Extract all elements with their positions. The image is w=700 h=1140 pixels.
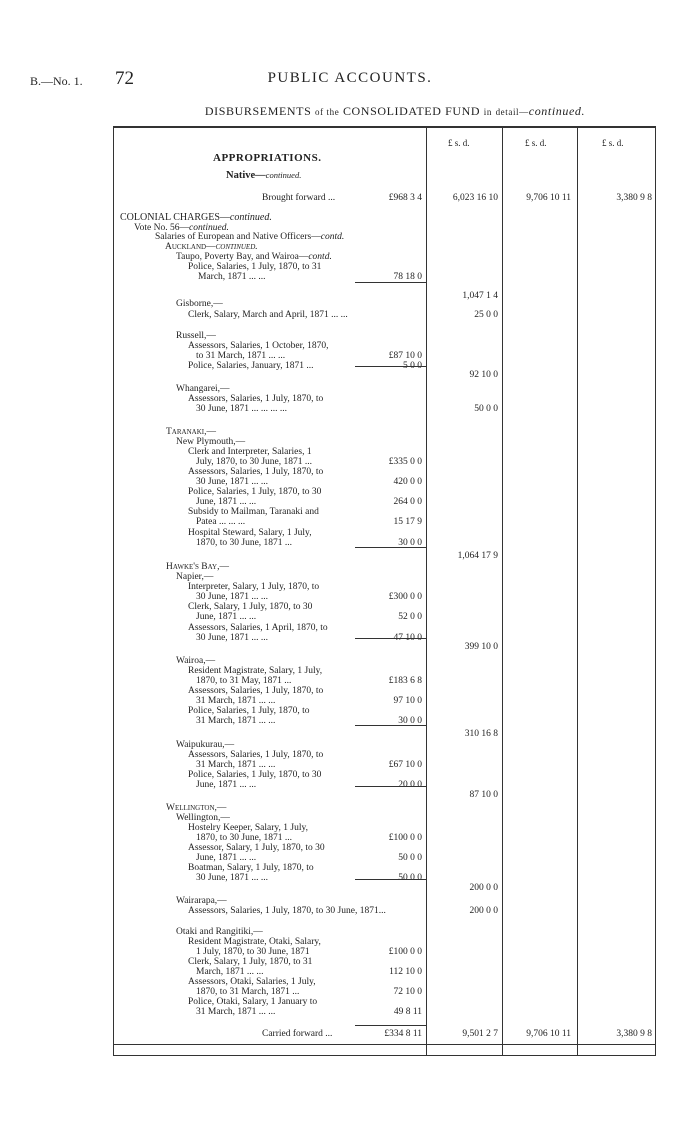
ledger-text: Resident Magistrate, Salary, 1 July, (188, 666, 323, 676)
ledger-text: 30 June, 1871 ... ... (196, 873, 269, 883)
ledger-text: Assessor, Salary, 1 July, 1870, to 30 (188, 843, 325, 853)
item-amount: £67 10 0 (388, 760, 422, 770)
item-amount: £100 0 0 (388, 947, 422, 957)
subtitle-part-3: CONSOLIDATED FUND (342, 104, 481, 118)
ledger-text: Hostelry Keeper, Salary, 1 July, (188, 823, 309, 833)
ledger-text: Police, Salaries, 1 July, 1870, to 30 (188, 487, 322, 497)
ledger-text: Police, Salaries, 1 July, 1870, to 30 (188, 770, 322, 780)
section-total: 1,064 17 9 (457, 551, 498, 561)
native-heading (226, 170, 301, 181)
subtitle-part-5: detail— (495, 107, 529, 117)
ledger-text: Hawke's Bay,— (166, 562, 229, 572)
ledger-text: Resident Magistrate, Otaki, Salary, (188, 937, 321, 947)
section-total: 87 10 0 (469, 790, 498, 800)
ledger-text: Subsidy to Mailman, Taranaki and (188, 507, 319, 517)
subtotal-rule (355, 725, 427, 726)
ledger-text: Otaki and Rangitiki,— (176, 927, 263, 937)
ledger-text: 1870, to 30 June, 1871 ... (196, 538, 293, 548)
subtotal-rule (355, 547, 427, 548)
section-total: 1,047 1 4 (462, 291, 498, 301)
ledger-text: Assessors, Salaries, 1 July, 1870, to (188, 394, 324, 404)
ledger-text: Auckland—continued. (165, 242, 258, 252)
item-amount: 97 10 0 (393, 696, 422, 706)
item-amount: 112 10 0 (389, 967, 422, 977)
ledger-text: Napier,— (176, 572, 214, 582)
ledger-text: 30 June, 1871 ... ... ... ... (196, 404, 288, 414)
ledger-text: July, 1870, to 30 June, 1871 ... (196, 457, 313, 467)
item-amount: 72 10 0 (393, 987, 422, 997)
item-amount: £100 0 0 (388, 833, 422, 843)
ledger-text: 1870, to 30 June, 1871 ... (196, 833, 293, 843)
ledger-text: Assessors, Otaki, Salaries, 1 July, (188, 977, 316, 987)
appropriations-heading: APPROPRIATIONS. (213, 152, 322, 164)
item-amount: 20 0 0 (398, 780, 422, 790)
ledger-text: 1 July, 1870, to 30 June, 1871 (196, 947, 310, 957)
item-amount: 264 0 0 (393, 497, 422, 507)
item-amount: 30 0 0 (398, 538, 422, 548)
item-amount: 52 0 0 (398, 612, 422, 622)
ledger-text: Whangarei,— (176, 384, 230, 394)
ledger-text: Assessors, Salaries, 1 July, 1870, to (188, 467, 324, 477)
ledger-text: Clerk, Salary, 1 July, 1870, to 30 (188, 602, 313, 612)
subtitle-part-6: continued. (528, 104, 586, 118)
section-total: 200 0 0 (469, 883, 498, 893)
ledger-text: Taranaki,— (166, 427, 216, 437)
ledger-text: Wellington,— (166, 803, 227, 813)
ledger-text: 1870, to 31 May, 1871 ... (196, 676, 292, 686)
item-amount: 47 10 0 (393, 633, 422, 643)
column-divider (426, 126, 427, 1056)
ledger-text: Hospital Steward, Salary, 1 July, (188, 528, 312, 538)
ledger-text: Police, Salaries, 1 July, 1870, to (188, 706, 310, 716)
page-subtitle (0, 104, 700, 119)
native-continued: continued. (265, 170, 302, 180)
ledger-text: March, 1871 ... ... (198, 272, 266, 282)
item-amount: 50 0 0 (398, 873, 422, 883)
subtitle-part-2: of the (314, 107, 340, 117)
subtitle-part-1: DISBURSEMENTS (204, 104, 312, 118)
ledger-text: 30 June, 1871 ... ... (196, 592, 269, 602)
subtotal-rule (355, 879, 427, 880)
subtotal-rule (355, 1025, 427, 1026)
ledger-text: 31 March, 1871 ... ... (196, 696, 276, 706)
carried-forward-col1: 9,501 2 7 (462, 1029, 498, 1039)
ledger-text: June, 1871 ... ... (196, 612, 257, 622)
ledger-text: to 31 March, 1871 ... ... (196, 351, 286, 361)
brought-forward-col1: 6,023 16 10 (452, 193, 498, 203)
ledger-text: Wellington,— (176, 813, 230, 823)
ledger-text: Patea ... ... ... (196, 517, 246, 527)
item-amount: 5 0 0 (403, 361, 422, 371)
ledger-text: 30 June, 1871 ... ... (196, 633, 269, 643)
ledger-text: Assessors, Salaries, 1 July, 1870, to (188, 686, 324, 696)
ledger-text: 31 March, 1871 ... ... (196, 1007, 276, 1017)
ledger-text: Russell,— (176, 331, 216, 341)
item-amount: 78 18 0 (393, 272, 422, 282)
carried-forward-label: Carried forward ... (262, 1029, 333, 1039)
document-reference: B.—No. 1. (30, 74, 83, 88)
ledger-text: Wairoa,— (176, 656, 216, 666)
ledger-text: Clerk and Interpreter, Salaries, 1 (188, 447, 312, 457)
page-title: PUBLIC ACCOUNTS. (267, 70, 433, 86)
carried-forward-amount: £334 8 11 (384, 1029, 422, 1039)
footer-rule (113, 1044, 656, 1045)
item-amount: £183 6 8 (388, 676, 422, 686)
ledger-text: Clerk, Salary, 1 July, 1870, to 31 (188, 957, 313, 967)
section-total: 25 0 0 (474, 310, 498, 320)
brought-forward-label: Brought forward ... (262, 193, 336, 203)
item-amount: 30 0 0 (398, 716, 422, 726)
section-total: 399 10 0 (464, 642, 498, 652)
section-total: 50 0 0 (474, 404, 498, 414)
ledger-text: New Plymouth,— (176, 437, 246, 447)
subtotal-rule (355, 638, 427, 639)
ledger-text: Vote No. 56—continued. (134, 223, 229, 233)
column-header: £ s. d. (602, 138, 624, 148)
ledger-text: 31 March, 1871 ... ... (196, 716, 276, 726)
section-total: 200 0 0 (469, 906, 498, 916)
native-label: Native— (226, 170, 266, 181)
ledger-text: 30 June, 1871 ... ... (196, 477, 269, 487)
column-header: £ s. d. (448, 138, 470, 148)
page-number: 72 (115, 68, 134, 89)
column-divider (502, 126, 503, 1056)
item-amount: £87 10 0 (388, 351, 422, 361)
item-amount: 50 0 0 (398, 853, 422, 863)
ledger-text: Police, Otaki, Salary, 1 January to (188, 997, 318, 1007)
ledger-text: Waipukurau,— (176, 740, 235, 750)
subtotal-rule (355, 366, 427, 367)
brought-forward-col2: 9,706 10 11 (526, 193, 571, 203)
ledger-text: March, 1871 ... ... (196, 967, 264, 977)
ledger-text: Gisborne,— (176, 299, 223, 309)
item-amount: £300 0 0 (388, 592, 422, 602)
ledger-text: 31 March, 1871 ... ... (196, 760, 276, 770)
column-header: £ s. d. (525, 138, 547, 148)
column-divider (577, 126, 578, 1056)
item-amount: £335 0 0 (388, 457, 422, 467)
ledger-text: June, 1871 ... ... (196, 780, 257, 790)
ledger-text: Wairarapa,— (176, 896, 227, 906)
ledger-text: June, 1871 ... ... (196, 497, 257, 507)
ledger-text: Police, Salaries, January, 1871 ... (188, 361, 314, 371)
brought-forward-amount: £968 3 4 (388, 193, 422, 203)
ledger-text: Assessors, Salaries, 1 July, 1870, to (188, 750, 324, 760)
ledger-text: Assessors, Salaries, 1 April, 1870, to (188, 623, 328, 633)
section-total: 310 16 8 (464, 729, 498, 739)
ledger-text: Taupo, Poverty Bay, and Wairoa—contd. (176, 252, 332, 262)
ledger-text: 1870, to 31 March, 1871 ... (196, 987, 300, 997)
subtotal-rule (355, 786, 427, 787)
subtitle-part-4: in (483, 107, 492, 117)
ledger-text: Interpreter, Salary, 1 July, 1870, to (188, 582, 320, 592)
ledger-text: Boatman, Salary, 1 July, 1870, to (188, 863, 314, 873)
ledger-text: Salaries of European and Native Officers—contd. (155, 232, 345, 242)
carried-forward-col3: 3,380 9 8 (616, 1029, 652, 1039)
section-total: 92 10 0 (469, 370, 498, 380)
ledger-text: COLONIAL CHARGES—continued. (120, 212, 272, 223)
ledger-text: Assessors, Salaries, 1 July, 1870, to 30 June, 1871... (188, 906, 386, 916)
item-amount: 15 17 9 (393, 517, 422, 527)
item-amount: 420 0 0 (393, 477, 422, 487)
ledger-text: Assessors, Salaries, 1 October, 1870, (188, 341, 329, 351)
ledger-text: Police, Salaries, 1 July, 1870, to 31 (188, 262, 322, 272)
ledger-text: Clerk, Salary, March and April, 1871 ... ... (188, 310, 348, 320)
subtotal-rule (355, 282, 427, 283)
ledger-text: June, 1871 ... ... (196, 853, 257, 863)
brought-forward-col3: 3,380 9 8 (616, 193, 652, 203)
item-amount: 49 8 11 (393, 1007, 422, 1017)
carried-forward-col2: 9,706 10 11 (526, 1029, 571, 1039)
